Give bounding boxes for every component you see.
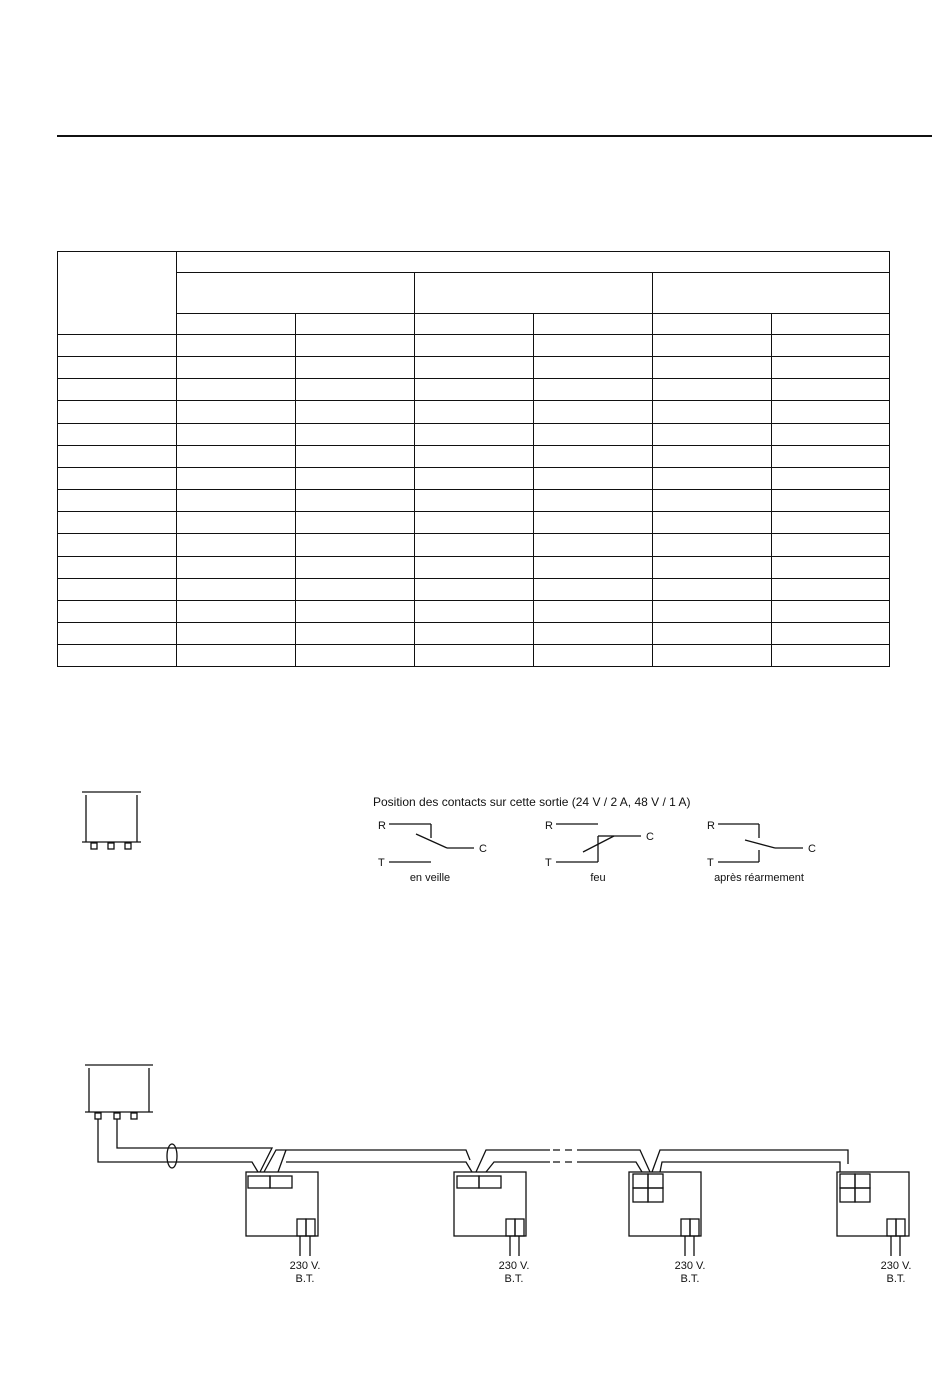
- bus-cable: [98, 1119, 848, 1172]
- switch-apres-rearmement: [707, 820, 816, 884]
- terminal-t-label: T: [378, 857, 385, 869]
- svg-text:230 V.: 230 V.: [289, 1260, 321, 1272]
- svg-text:230 V.: 230 V.: [498, 1260, 530, 1272]
- device-box: [454, 1172, 526, 1256]
- supply-label: [499, 1260, 530, 1285]
- terminal-t-label: T: [707, 857, 714, 869]
- terminal-t-label: T: [545, 857, 552, 869]
- svg-text:B.T.: B.T.: [886, 1273, 906, 1285]
- terminal-r-label: R: [378, 820, 386, 832]
- switch-en-veille: [378, 820, 487, 884]
- state-label: après réarmement: [714, 872, 804, 884]
- svg-text:B.T.: B.T.: [504, 1273, 524, 1285]
- device-box: [629, 1172, 701, 1256]
- state-label: en veille: [409, 872, 451, 884]
- contacts-caption: Position des contacts sur cette sortie (24 V / 2 A, 48 V / 1 A): [373, 795, 691, 809]
- supply-label: [675, 1260, 706, 1285]
- device-box: [837, 1172, 909, 1256]
- supply-label: [290, 1260, 321, 1285]
- svg-text:B.T.: B.T.: [680, 1273, 700, 1285]
- supply-label: [881, 1260, 912, 1285]
- terminal-c-label: C: [808, 843, 816, 855]
- state-label: feu: [590, 872, 606, 884]
- terminal-r-label: R: [707, 820, 715, 832]
- terminal-r-label: R: [545, 820, 553, 832]
- terminal-c-label: C: [646, 831, 654, 843]
- switch-feu: [545, 820, 654, 884]
- svg-text:B.T.: B.T.: [295, 1273, 315, 1285]
- svg-text:230 V.: 230 V.: [880, 1260, 912, 1272]
- svg-text:230 V.: 230 V.: [674, 1260, 706, 1272]
- terminal-c-label: C: [479, 843, 487, 855]
- detector-base-symbol: [82, 792, 141, 849]
- device-box: [246, 1172, 318, 1256]
- detector-base-bottom: [85, 1065, 153, 1119]
